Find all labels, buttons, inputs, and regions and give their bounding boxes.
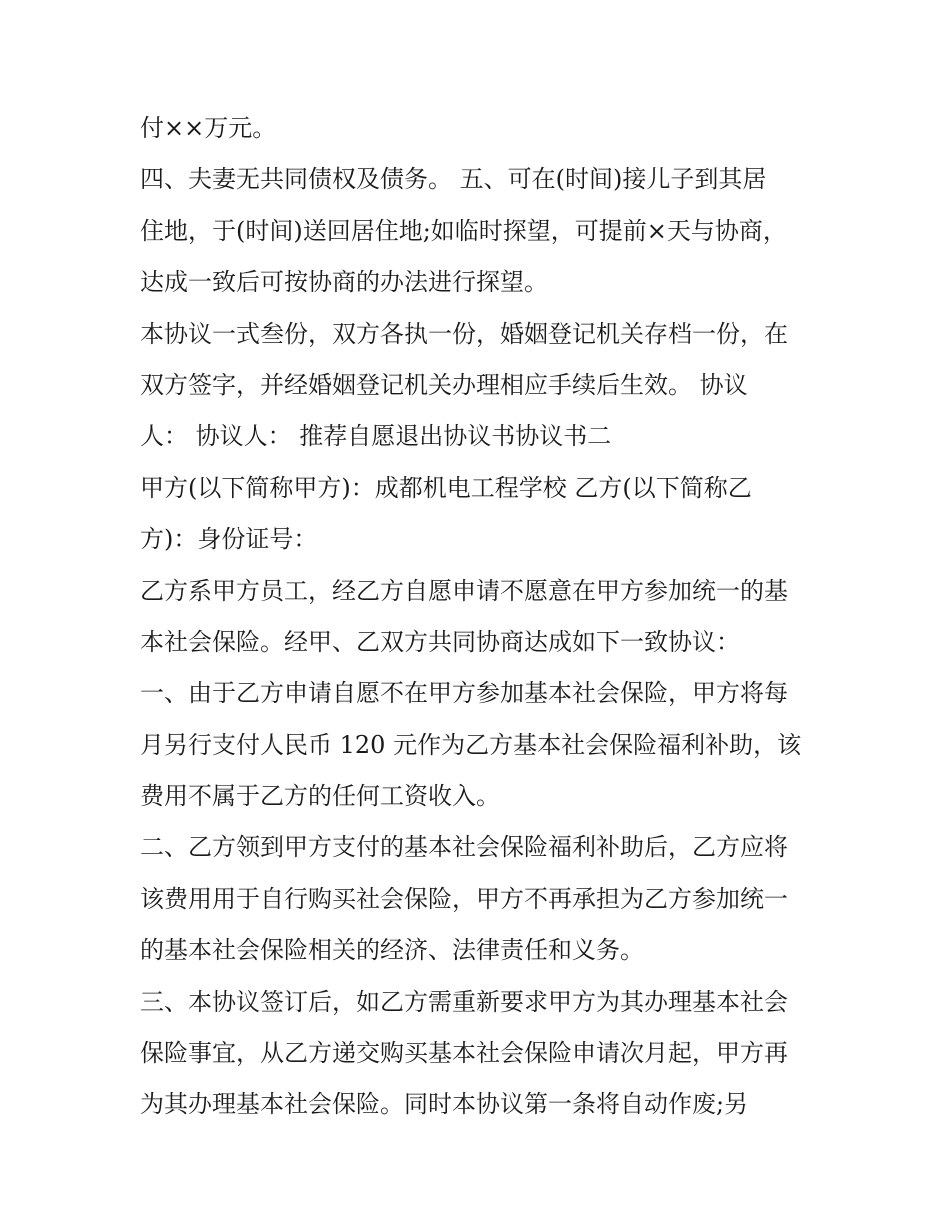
text-line: 本协议一式叁份，双方各执一份，婚姻登记机关存档一份，在 (140, 319, 788, 348)
text-line: 该费用用于自行购买社会保险，甲方不再承担为乙方参加统一 (140, 884, 788, 913)
text-line: 住地，于(时间)送回居住地;如临时探望，可提前×天与协商， (140, 216, 787, 245)
text-line: 二、乙方领到甲方支付的基本社会保险福利补助后，乙方应将 (140, 833, 788, 862)
text-line: 保险事宜，从乙方递交购买基本社会保险申请次月起，甲方再 (140, 1039, 788, 1068)
text-line: 本社会保险。经甲、乙双方共同协商达成如下一致协议： (140, 627, 740, 656)
text-line: 人： 协议人： 推荐自愿退出协议书协议书二 (140, 422, 612, 451)
text-line: 为其办理基本社会保险。同时本协议第一条将自动作废;另 (140, 1090, 749, 1119)
text-line: 方)：身份证号： (140, 525, 318, 554)
text-line: 达成一致后可按协商的办法进行探望。 (140, 268, 548, 297)
text-line: 费用不属于乙方的任何工资收入。 (140, 782, 500, 811)
text-line: 甲方(以下简称甲方)：成都机电工程学校 乙方(以下简称乙 (140, 473, 752, 502)
text-line: 双方签字，并经婚姻登记机关办理相应手续后生效。 协议 (140, 370, 748, 399)
text-line: 三、本协议签订后，如乙方需重新要求甲方为其办理基本社会 (140, 987, 788, 1016)
text-line: 月另行支付人民币 120 元作为乙方基本社会保险福利补助，该 (140, 730, 802, 759)
text-line: 的基本社会保险相关的经济、法律责任和义务。 (140, 936, 644, 965)
text-line: 一、由于乙方申请自愿不在甲方参加基本社会保险，甲方将每 (140, 679, 788, 708)
text-line: 四、夫妻无共同债权及债务。 五、可在(时间)接儿子到其居 (140, 165, 767, 194)
text-line: 乙方系甲方员工，经乙方自愿申请不愿意在甲方参加统一的基 (140, 576, 788, 605)
text-line: 付××万元。 (140, 114, 277, 142)
document-body (140, 108, 830, 1136)
